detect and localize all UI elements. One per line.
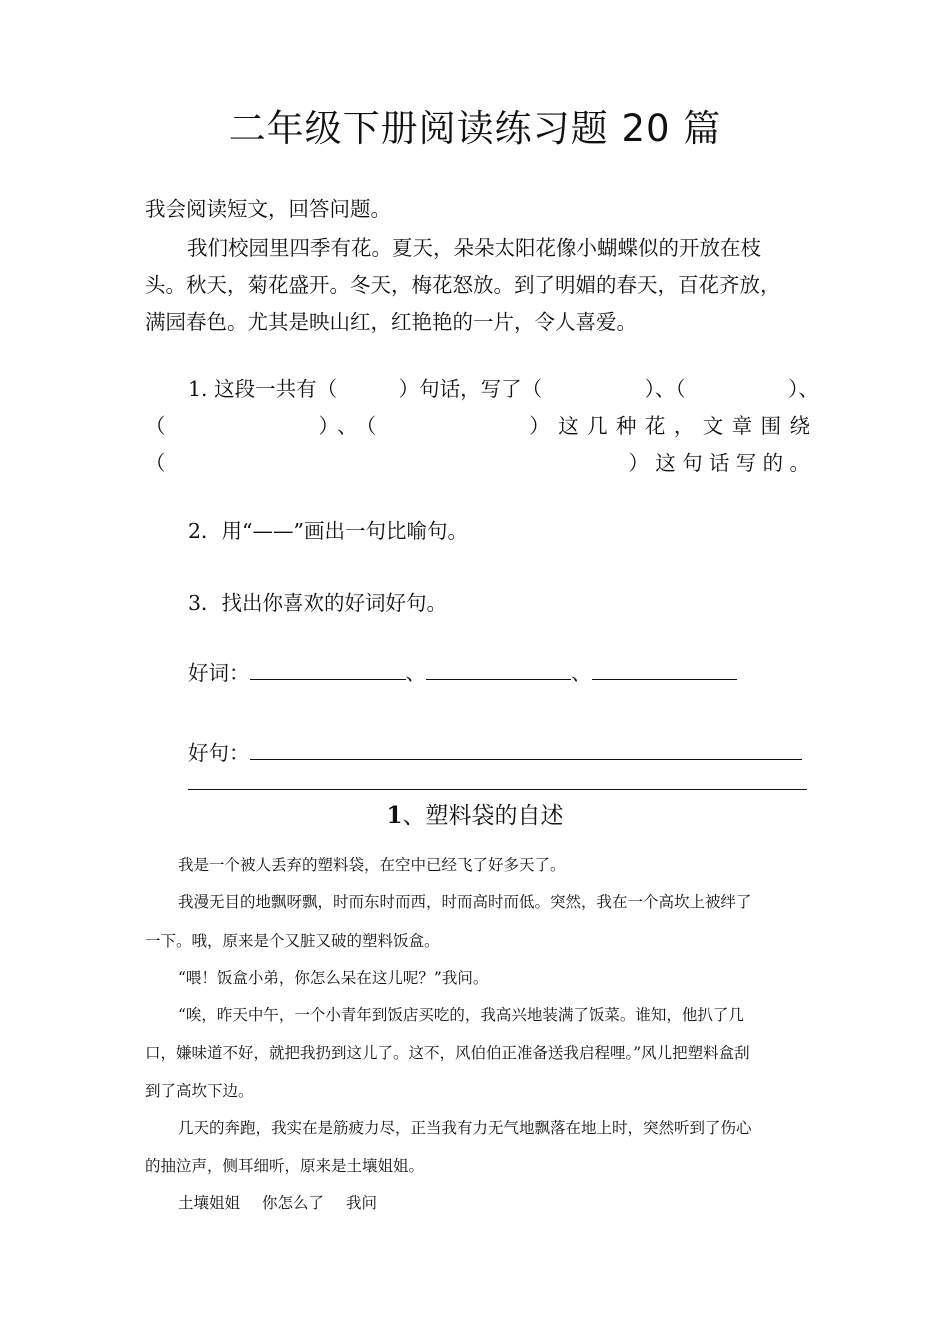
answer-blank[interactable]	[426, 661, 571, 680]
passage-line: 头。秋天，菊花盛开。冬天，梅花怒放。到了明媚的春天，百花齐放，	[145, 273, 781, 297]
story-line: 口，嫌味道不好，就把我扔到这儿了。这不，风伯伯正准备送我启程哩。”风儿把塑料盒刮	[145, 1044, 750, 1062]
answer-blank[interactable]	[592, 661, 737, 680]
story-title	[0, 797, 950, 830]
separator: 、	[405, 661, 426, 685]
good-sentence-label: 好句：	[188, 741, 250, 765]
answer-line[interactable]	[188, 789, 807, 790]
good-words-row	[188, 656, 853, 686]
question-3: 3．找出你喜欢的好词好句。	[188, 591, 448, 615]
story-line: 我是一个被人丢弃的塑料袋，在空中已经飞了好多天了。	[178, 856, 566, 874]
question-1-line: （ ）这句话写的。	[145, 451, 810, 475]
instruction: 我会阅读短文，回答问题。	[145, 197, 391, 221]
question-1-line: 1. 这段一共有（ ）句话，写了（ ）、（ ）、	[188, 377, 819, 401]
story-line: 到了高坎下边。	[145, 1082, 254, 1100]
story-line: 我漫无目的地飘呀飘，时而东时而西，时而高时而低。突然，我在一个高坎上被绊了	[178, 893, 752, 911]
story-line: 一下。哦，原来是个又脏又破的塑料饭盒。	[145, 932, 440, 950]
story-fragment: 我问	[346, 1194, 378, 1212]
passage-line: 满园春色。尤其是映山红，红艳艳的一片，令人喜爱。	[145, 310, 637, 334]
story-line: 的抽泣声，侧耳细听，原来是土壤姐姐。	[145, 1157, 425, 1175]
answer-blank[interactable]	[250, 741, 802, 760]
question-2: 2．用“——”画出一句比喻句。	[188, 519, 469, 543]
story-line: “唉，昨天中午，一个小青年到饭店买吃的，我高兴地装满了饭菜。谁知，他扒了几	[178, 1006, 744, 1024]
page-title: 二年级下册阅读练习题 20 篇	[228, 107, 722, 150]
story-line: 几天的奔跑，我实在是筋疲力尽，正当我有力无气地飘落在地上时，突然听到了伤心	[178, 1119, 752, 1137]
separator: 、	[571, 661, 592, 685]
answer-blank[interactable]	[250, 661, 406, 680]
story-number: 1	[386, 802, 403, 829]
story-line	[178, 1191, 843, 1213]
story-line: “喂！饭盒小弟，你怎么呆在这儿呢？”我问。	[178, 969, 489, 987]
story-title-text: 、塑料袋的自述	[402, 803, 564, 829]
good-sentence-row	[188, 736, 853, 766]
good-words-label: 好词：	[188, 661, 250, 685]
question-1-line: （ ）、（ ）这几种花，文章围绕	[145, 414, 810, 438]
story-fragment: 土壤姐姐	[178, 1194, 241, 1212]
story-fragment: 你怎么了	[262, 1194, 325, 1212]
passage-line: 我们校园里四季有花。夏天，朵朵太阳花像小蝴蝶似的开放在枝	[187, 236, 761, 260]
